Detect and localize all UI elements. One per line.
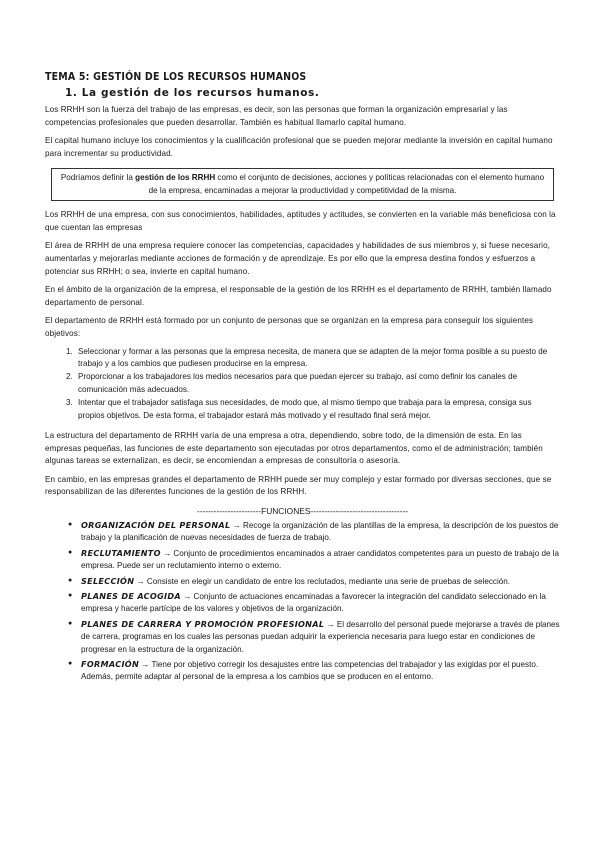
definition-prefix: Podríamos definir la (60, 173, 136, 183)
paragraph: En el ámbito de la organización de la empresa, el responsable de la gestión de los RRHH es el departamento de RRHH, también llamado departamento de personal. (45, 285, 552, 307)
paragraph: Los RRHH son la fuerza del trabajo de las empresas, es decir, son las personas que forman la organización empresarial y las competencias profesionales que pueden desarrollar. También es habitual llamarlo capital humano. (45, 105, 508, 127)
list-item (81, 519, 560, 545)
function-text: → Conjunto de procedimientos encaminados a atraer candidatos competentes para un puesto de trabajo de la empresa. Puede ser un reclutamiento interno o externo. (81, 548, 560, 571)
document-page (45, 70, 560, 686)
paragraph: Los RRHH de una empresa, con sus conocimientos, habilidades, aptitudes y actitudes, se convierten en la variable más beneficiosa con la que cuentan las empresas (45, 210, 556, 232)
function-name: PLANES DE CARRERA Y PROMOCIÓN PROFESIONAL (81, 618, 325, 629)
function-text: → Conjunto de actuaciones encaminadas a favorecer la integración del candidato seleccionado en la empresa y hacerle partícipe de los valores y objetivos de la organización. (81, 591, 546, 614)
paragraph: La estructura del departamento de RRHH varía de una empresa a otra, dependiendo, sobre todo, de la dimensión de esta. En las empresas pequeñas, las funciones de este departamento son ejecutadas por otros departamentos, como el de administración; también algunas tareas se externalizan, es decir, se encomiendan a empresas de consultoría o asesoría. (45, 430, 543, 466)
function-text: → Recoge la organización de las plantillas de la empresa, la descripción de los puestos de trabajo y la planificación de nuevas necesidades de fuerza de trabajo. (81, 520, 559, 543)
topic-title: TEMA 5: GESTIÓN DE LOS RECURSOS HUMANOS (45, 71, 307, 83)
paragraph: En cambio, en las empresas grandes el departamento de RRHH puede ser muy complejo y estar formado por diversas secciones, que se responsabilizan de las diferentes funciones de la gestión de los RRHH. (45, 474, 552, 497)
paragraph: El departamento de RRHH está formado por un conjunto de personas que se organizan en la empresa para conseguir los siguientes objetivos: (45, 316, 534, 338)
functions-list (45, 519, 560, 684)
list-item (81, 547, 560, 573)
function-text: → Consiste en elegir un candidato de entre los reclutados, mediante una serie de pruebas de selección. (134, 576, 510, 586)
paragraph: El área de RRHH de una empresa requiere conocer las competencias, capacidades y habilidades de sus miembros y, si fuese necesario, aumentarlas y mejorarlas mediante acciones de formación y de aprendizaje. Es por ello que la empresa destina fondos y esfuerzos a potenciar sus RRHH; o sea, invierte en capital humano. (45, 241, 551, 276)
section-title: 1. La gestión de los recursos humanos. (65, 87, 320, 99)
list-item: 3. Intentar que el trabajador satisfaga sus necesidades, de modo que, al mismo tiempo que trabaja para la empresa, consiga sus propios objetivos. De esta forma, el trabajador estará más motivado y el resultado final será mejor. (75, 397, 560, 422)
list-item (81, 658, 560, 684)
function-name: PLANES DE ACOGIDA (81, 590, 181, 601)
list-item (81, 618, 560, 656)
function-name: ORGANIZACIÓN DEL PERSONAL (81, 519, 231, 530)
function-text: → El desarrollo del personal puede mejorarse a través de planes de carrera, programas en los cuales las personas puedan adquirir la experiencia necesaria para luego estar en condiciones de progresar en la estructura de la organización. (81, 619, 560, 654)
function-name: FORMACIÓN (81, 659, 140, 669)
definition-term: gestión de los RRHH (135, 173, 216, 183)
objectives-list (45, 346, 560, 422)
list-item: 2. Proporcionar a los trabajadores los medios necesarios para que puedan ejercer su trabajo, así como definir los canales de comunicación más adecuados. (75, 371, 560, 396)
list-item (81, 590, 560, 616)
functions-divider: -----------------------FUNCIONES----------------------------------- (196, 505, 409, 516)
definition-box (51, 168, 554, 201)
function-name: RECLUTAMIENTO (81, 547, 161, 558)
paragraph: El capital humano incluye los conocimientos y la cualificación profesional que se pueden mejorar mediante la inversión en capital humano para incrementar su productividad. (45, 136, 553, 158)
definition-suffix: como el conjunto de decisiones, acciones y políticas relacionadas con el elemento humano de la empresa, encaminadas a mejorar la productividad y competitividad de la misma. (148, 173, 545, 195)
list-item (81, 575, 560, 588)
function-text: → Tiene por objetivo corregir los desajustes entre las competencias del trabajador y las exigidas por el puesto. Además, permite adaptar al personal de la empresa a los cambios que se producen en el entorno. (81, 660, 539, 682)
list-item: 1. Seleccionar y formar a las personas que la empresa necesita, de manera que se adapten de la mejor forma posible a su puesto de trabajo y a los cambios que pudiesen producirse en la empresa. (75, 346, 560, 371)
function-name: SELECCIÓN (81, 575, 135, 586)
